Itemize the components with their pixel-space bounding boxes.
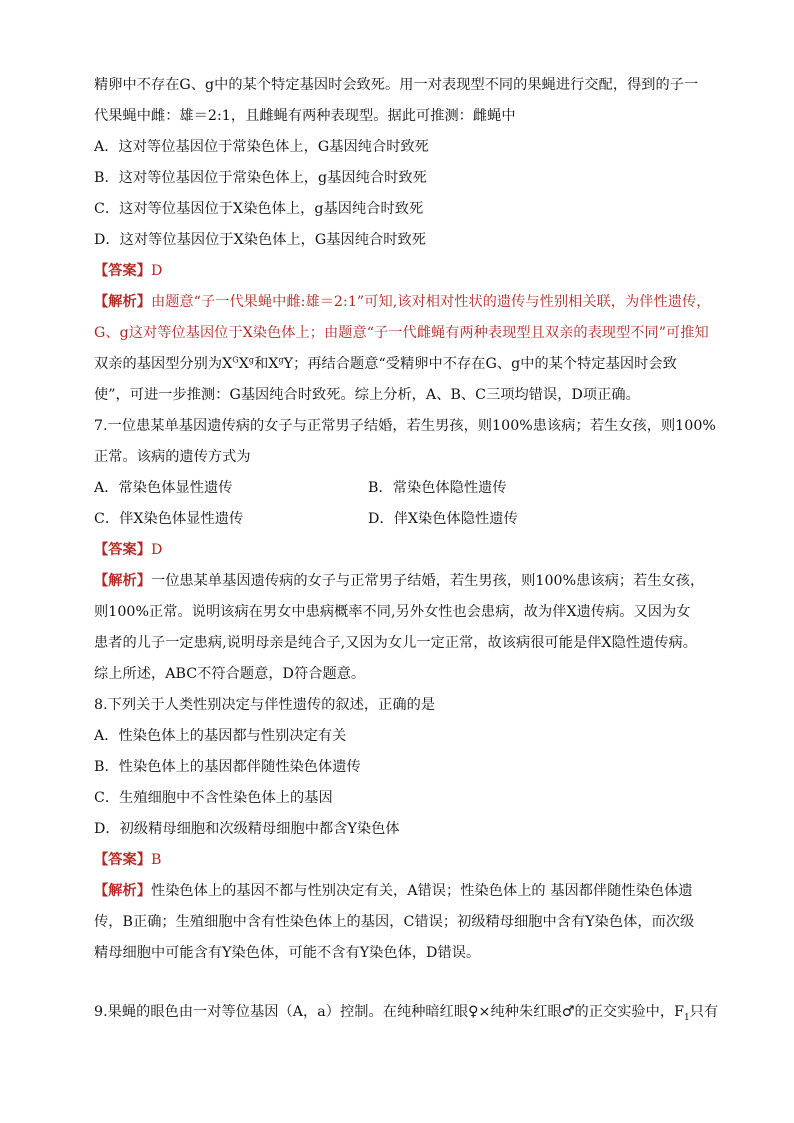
analysis-tag: 【解析】 xyxy=(94,294,151,310)
q8-option-c: C．生殖细胞中不含性染色体上的基因 xyxy=(94,790,333,806)
q7-analysis-line-2: 则100%正常。说明该病在男女中患病概率不同,另外女性也会患病，故为伴X遗传病。又因为女 xyxy=(94,604,691,620)
q7-answer: D xyxy=(150,542,163,558)
genotype-xgy: $X^gY$ xyxy=(268,355,294,372)
q8-analysis-line-1 xyxy=(94,876,706,907)
q8-option-a: A．性染色体上的基因都与性别决定有关 xyxy=(94,728,347,744)
q8-option-d: D．初级精母细胞和次级精母细胞中都含Y染色体 xyxy=(94,821,400,837)
q8-analysis-line-3: 精母细胞中可能含有Y染色体，可能不含有Y染色体，D错误。 xyxy=(94,945,481,961)
q7-option-c: C．伴X染色体显性遗传 xyxy=(94,511,244,527)
q9-stem-tail: 只有 xyxy=(689,1004,719,1020)
answer-tag: 【答案】 xyxy=(94,852,151,868)
q6-option-b: B．这对等位基因位于常染色体上，g基因纯合时致死 xyxy=(94,170,427,186)
q6-stem-line-1: 精卵中不存在G、g中的某个特定基因时会致死。用一对表现型不同的果蝇进行交配，得到的子一 xyxy=(94,77,699,93)
q6-option-c: C．这对等位基因位于X染色体上，g基因纯合时致死 xyxy=(94,201,424,217)
q8-stem-line-1: 8.下列关于人类性别决定与伴性遗传的叙述，正确的是 xyxy=(94,697,436,713)
q8-analysis-text: 性染色体上的基因不都与性别决定有关，A错误；性染色体上的 基因都伴随性染色体遗 xyxy=(150,883,693,899)
q6-analysis-line-3 xyxy=(94,349,706,380)
q8-answer-line xyxy=(94,845,706,876)
document-page xyxy=(94,70,719,1028)
q7-option-d: D．伴X染色体隐性遗传 xyxy=(368,511,518,527)
q6-analysis-line-4: 使”，可进一步推测：G基因纯合时致死。综上分析，A、B、C三项均错误，D项正确。 xyxy=(94,387,640,403)
q6-stem-line-2: 代果蝇中雌：雄＝2:1，且雌蝇有两种表现型。据此可推测：雌蝇中 xyxy=(94,108,516,124)
q6-answer-line xyxy=(94,256,706,287)
q6-analysis-text: 双亲的基因型分别为 xyxy=(94,356,223,372)
q7-option-b: B．常染色体隐性遗传 xyxy=(368,480,507,496)
q7-analysis-text: 一位患某单基因遗传病的女子与正常男子结婚，若生男孩，则100%患该病；若生女孩， xyxy=(150,573,705,589)
q6-answer: D xyxy=(150,263,163,279)
q6-analysis-text: 由题意“子一代果蝇中雌:雄＝2:1”可知,该对相对性状的遗传与性别相关联，为伴性遗传， xyxy=(150,294,711,310)
q6-analysis-line-2: G、g这对等位基因位于X染色体上；由题意“子一代雌蝇有两种表现型且双亲的表现型不同”可推知 xyxy=(94,325,709,341)
q7-analysis-line-3: 患者的儿子一定患病,说明母亲是纯合子,又因为女儿一定正常，故该病很可能是伴X隐性遗传病。 xyxy=(94,635,698,651)
q9-stem-line-1 xyxy=(94,997,719,1028)
q7-analysis-line-4: 综上所述，ABC不符合题意，D符合题意。 xyxy=(94,666,366,682)
q6-option-d: D．这对等位基因位于X染色体上，G基因纯合时致死 xyxy=(94,232,426,248)
q7-options-row-1 xyxy=(94,473,706,504)
q7-option-a: A．常染色体显性遗传 xyxy=(94,480,233,496)
q6-analysis-text: 和 xyxy=(254,356,269,372)
q7-answer-line xyxy=(94,535,706,566)
f1-subscript: 1 xyxy=(684,1012,690,1023)
answer-tag: 【答案】 xyxy=(94,263,151,279)
q7-options-row-2 xyxy=(94,504,706,535)
q7-stem-line-1: 7.一位患某单基因遗传病的女子与正常男子结婚，若生男孩，则100%患该病；若生女孩，则100% xyxy=(94,418,716,434)
analysis-tag: 【解析】 xyxy=(94,883,151,899)
q6-option-a: A．这对等位基因位于常染色体上，G基因纯合时致死 xyxy=(94,139,429,155)
q8-analysis-line-2: 传，B正确；生殖细胞中含有性染色体上的基因，C错误；初级精母细胞中含有Y染色体，而次级 xyxy=(94,914,695,930)
analysis-tag: 【解析】 xyxy=(94,573,151,589)
answer-tag: 【答案】 xyxy=(94,542,151,558)
q7-stem-line-2: 正常。该病的遗传方式为 xyxy=(94,449,251,465)
q8-option-b: B．性染色体上的基因都伴随性染色体遗传 xyxy=(94,759,361,775)
spacer xyxy=(94,969,706,997)
q9-stem-text: 9.果蝇的眼色由一对等位基因（A，a）控制。在纯种暗红眼♀×纯种朱红眼♂的正交实验中，F xyxy=(94,1004,685,1020)
q6-analysis-line-1 xyxy=(94,287,711,318)
q6-analysis-text: ；再结合题意“受精卵中不存在G、g中的某个特定基因时会致 xyxy=(293,356,677,372)
genotype-xgxg: $X^GX^g$ xyxy=(222,355,255,372)
q8-answer: B xyxy=(150,852,162,868)
q7-analysis-line-1 xyxy=(94,566,706,597)
